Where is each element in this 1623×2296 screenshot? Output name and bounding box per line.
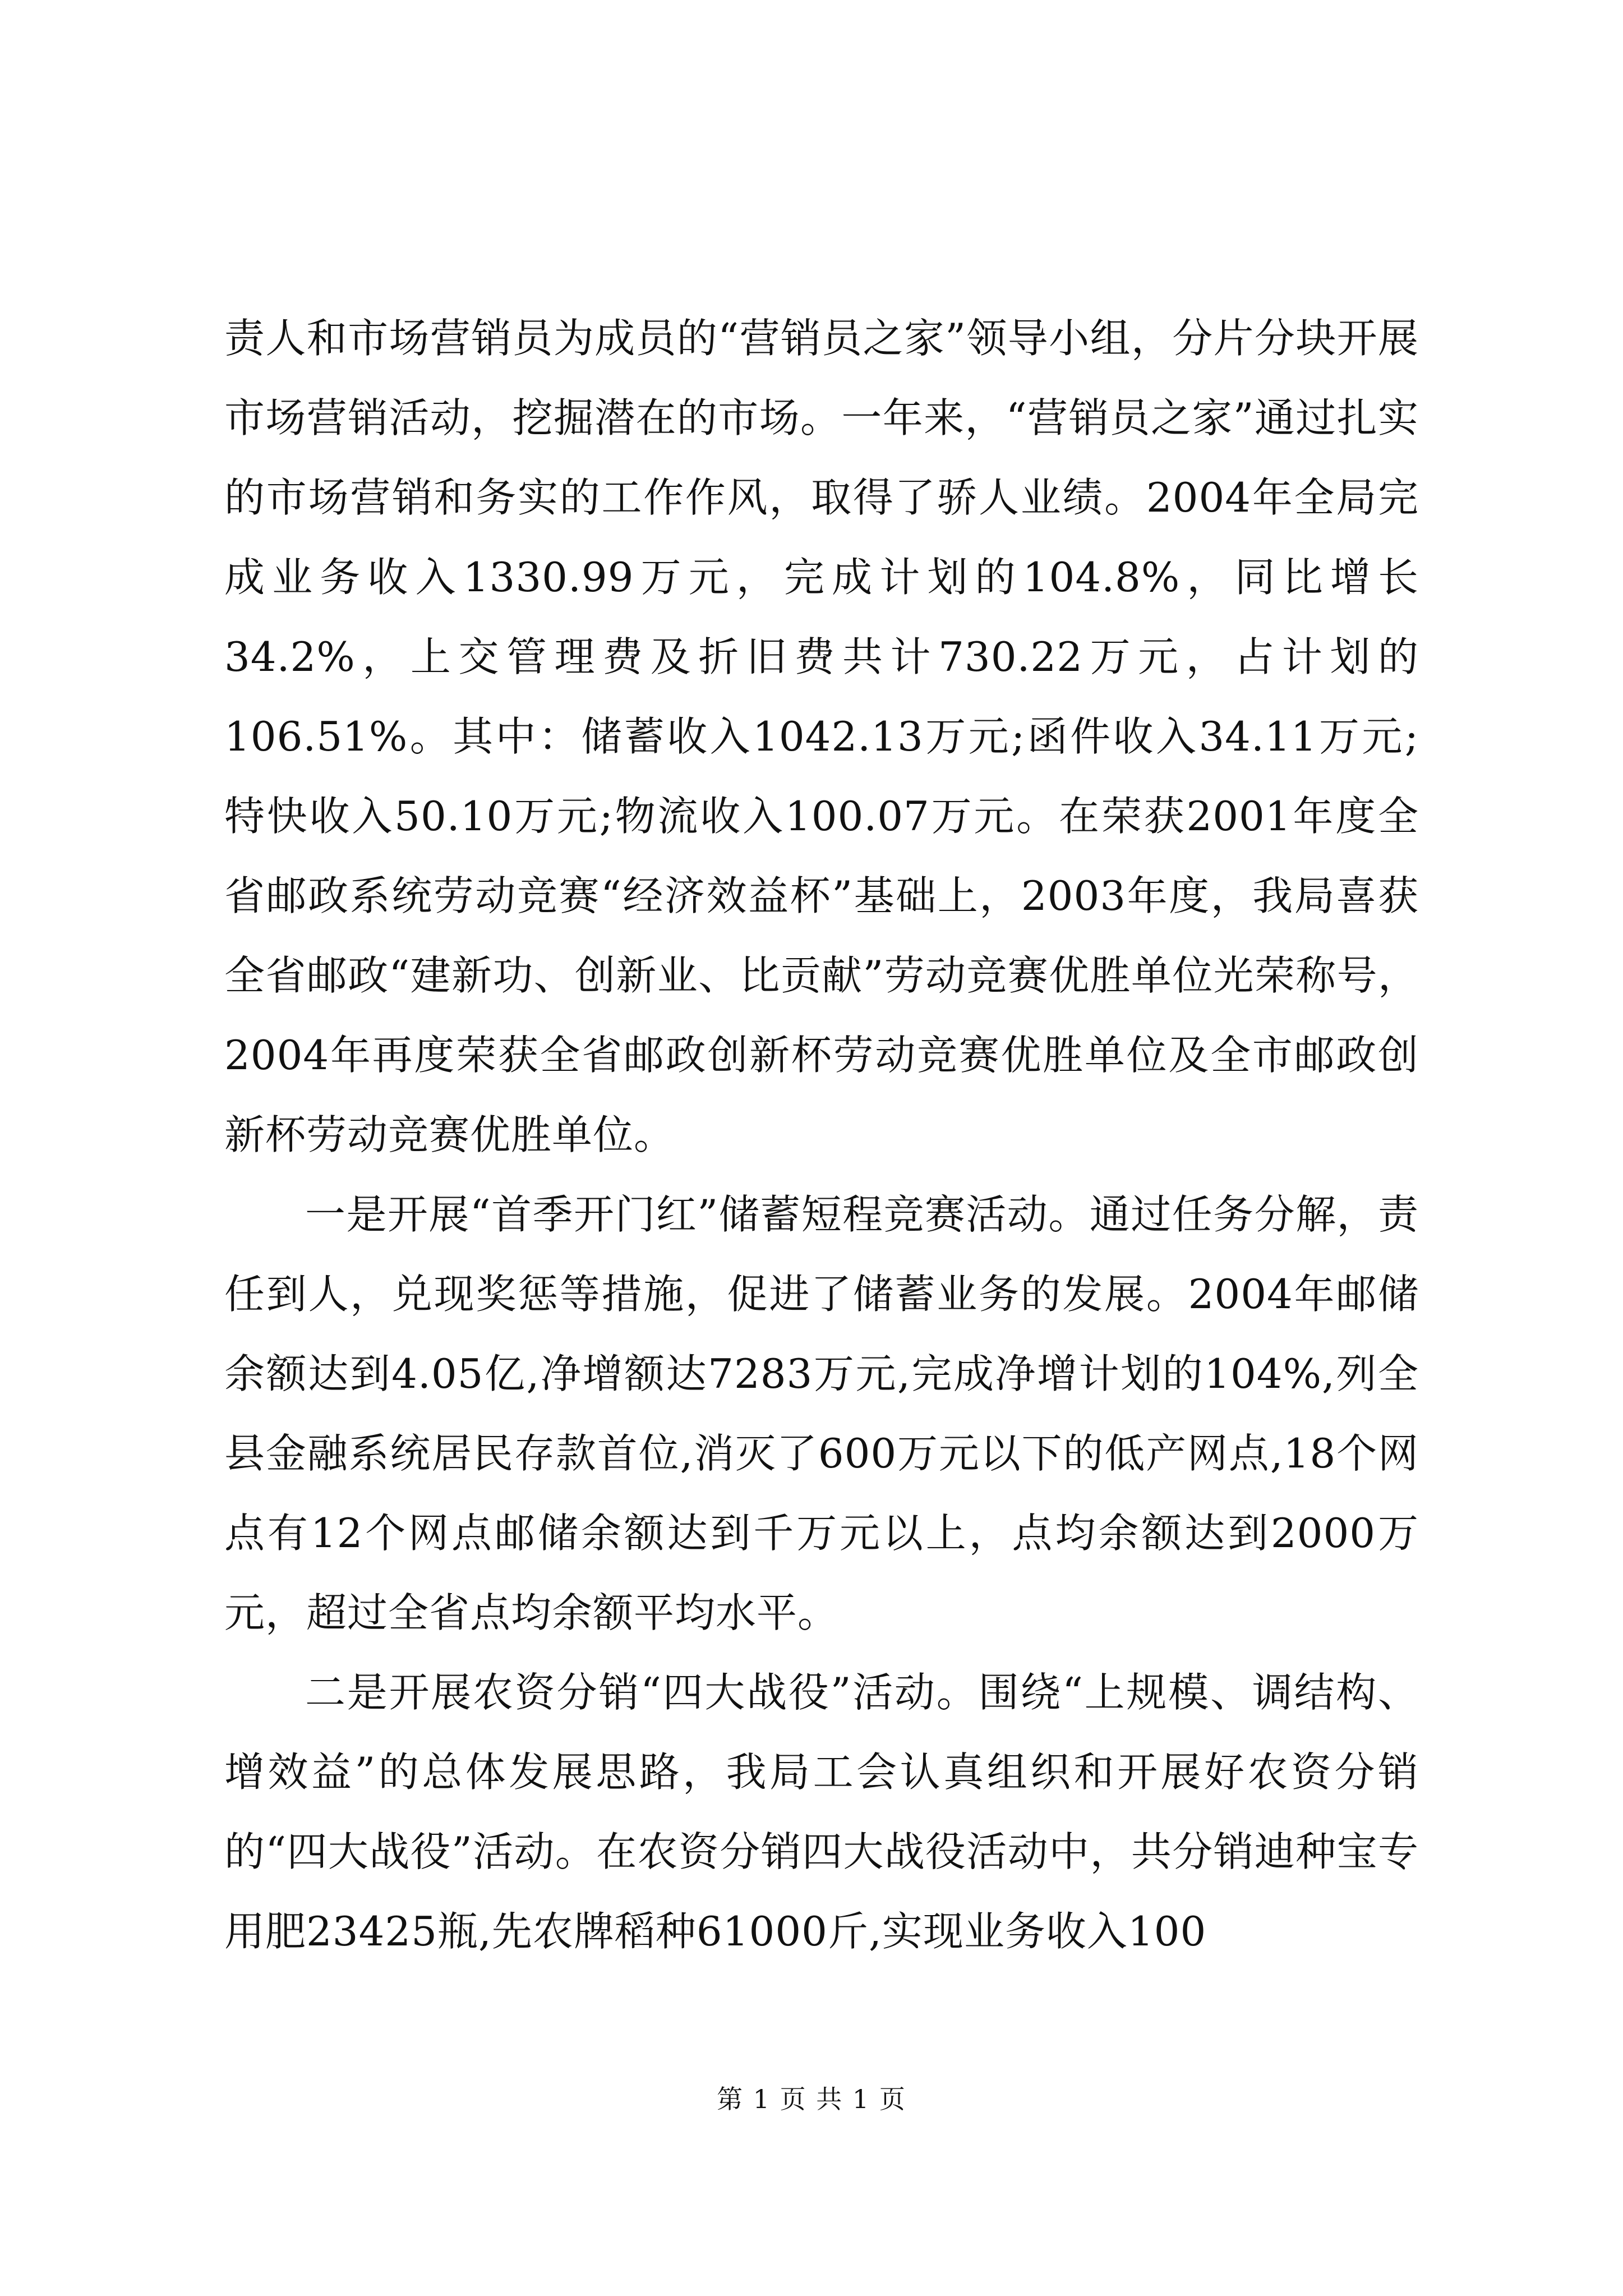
page-footer: 第 1 页 共 1 页 bbox=[717, 2084, 906, 2114]
paragraph-2: 一是开展“首季开门红”储蓄短程竞赛活动。通过任务分解，责任到人，兑现奖惩等措施，促进了储蓄业务的发展。2004年邮储余额达到4.05亿,净增额达7283万元,完成净增计划的104%,列全县金融系统居民存款首位,消灭了600万元以下的低产网点,18个网点有12个网点邮储余额达到千万元以上，点均余额达到2000万元，超过全省点均余额平均水平。 bbox=[224, 1191, 1419, 1636]
paragraph-3: 二是开展农资分销“四大战役”活动。围绕“上规模、调结构、增效益”的总体发展思路，我局工会认真组织和开展好农资分销的“四大战役”活动。在农资分销四大战役活动中，共分销迪种宝专用肥23425瓶,先农牌稻种61000斤,实现业务收入100 bbox=[224, 1669, 1419, 1955]
paragraph-1: 责人和市场营销员为成员的“营销员之家”领导小组，分片分块开展市场营销活动，挖掘潜在的市场。一年来，“营销员之家”通过扎实的市场营销和务实的工作作风，取得了骄人业绩。2004年全局完成业务收入1330.99万元，完成计划的104.8%，同比增长34.2%，上交管理费及折旧费共计730.22万元，占计划的106.51%。其中：储蓄收入1042.13万元;函件收入34.11万元;特快收入50.10万元;物流收入100.07万元。在荣获2001年度全省邮政系统劳动竞赛“经济效益杯”基础上，2003年度，我局喜获全省邮政“建新功、创新业、比贡献”劳动竞赛优胜单位光荣称号，2004年再度荣获全省邮政创新杯劳动竞赛优胜单位及全市邮政创新杯劳动竞赛优胜单位。 bbox=[224, 315, 1419, 1158]
document-body bbox=[224, 298, 1419, 1971]
